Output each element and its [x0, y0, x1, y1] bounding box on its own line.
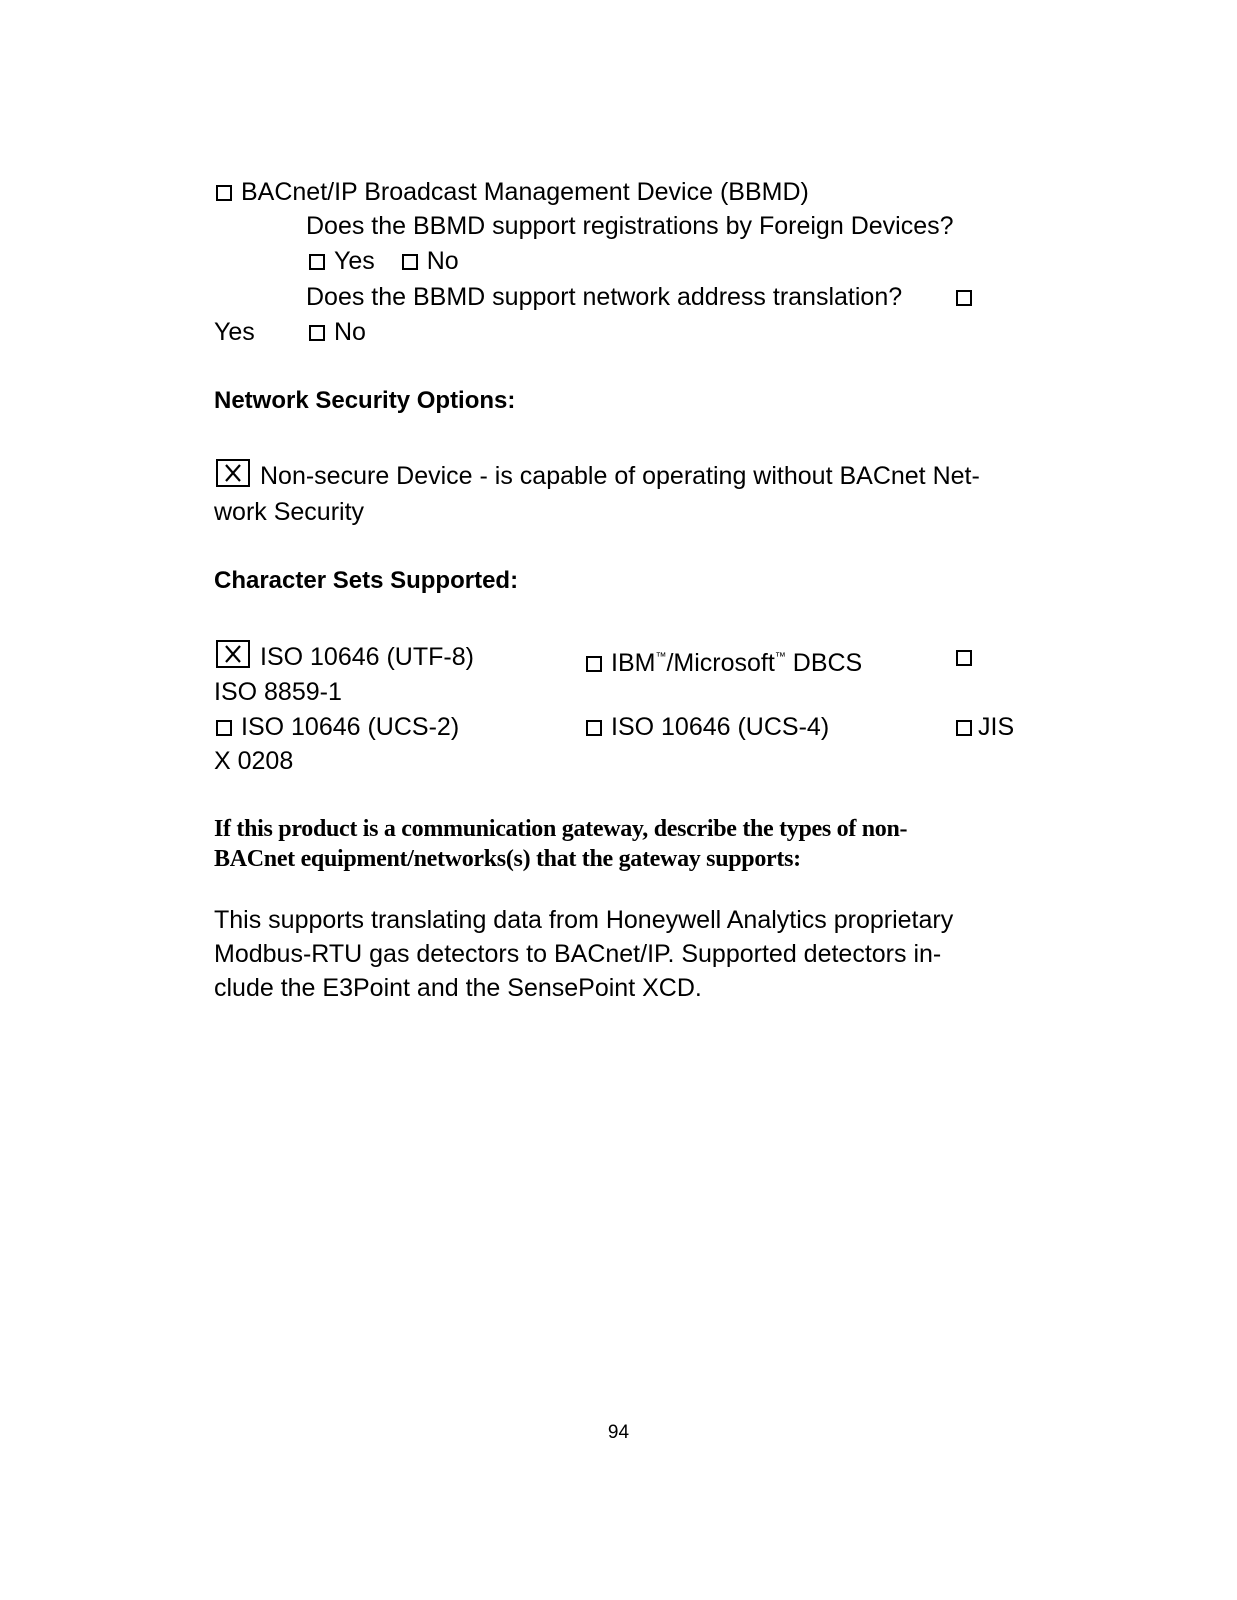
- foreign-yes-checkbox[interactable]: [309, 254, 325, 270]
- nonsecure-option: [216, 459, 980, 491]
- bbmd-option: [216, 177, 809, 207]
- microsoft-label: /Microsoft: [666, 649, 775, 677]
- gateway-answer-line-1: This supports translating data from Honeywell Analytics proprietary: [214, 906, 954, 934]
- utf8-label: ISO 10646 (UTF-8): [260, 643, 474, 671]
- charset-jis: [956, 712, 1014, 742]
- nonsecure-label-1: Non-secure Device - is capable of operating without BACnet Net-: [260, 462, 980, 490]
- foreign-yes-label: Yes: [334, 247, 375, 275]
- iso8859-label: ISO 8859-1: [214, 678, 342, 706]
- page-number: 94: [607, 1422, 630, 1443]
- foreign-no-label: No: [426, 247, 459, 275]
- gateway-question: [214, 814, 1014, 874]
- ibm-dbcs-checkbox[interactable]: [586, 656, 602, 672]
- nat-no-label: No: [334, 318, 366, 346]
- charsets-heading: Character Sets Supported:: [214, 567, 519, 594]
- charset-utf8: [216, 640, 474, 672]
- nat-no-checkbox[interactable]: [309, 325, 325, 341]
- ucs4-checkbox[interactable]: [586, 720, 602, 736]
- trademark-symbol: ™: [655, 651, 667, 663]
- bbmd-foreign-question: Does the BBMD support registrations by Foreign Devices?: [306, 212, 954, 240]
- charset-ibm-dbcs: [586, 642, 862, 678]
- jis-checkbox[interactable]: [956, 720, 972, 736]
- dbcs-label: DBCS: [785, 649, 863, 677]
- gateway-answer: [214, 903, 1014, 1005]
- nonsecure-checkbox[interactable]: [216, 459, 250, 487]
- ibm-label: IBM: [611, 649, 656, 677]
- charset-ucs2: [216, 712, 459, 742]
- bbmd-checkbox[interactable]: [216, 185, 232, 201]
- gateway-question-line-2: BACnet equipment/networks(s) that the gateway supports:: [214, 846, 801, 872]
- bbmd-nat-question: Does the BBMD support network address translation?: [306, 283, 903, 311]
- jis-label-b: X 0208: [214, 747, 294, 775]
- charset-ucs4: [586, 712, 829, 742]
- gateway-answer-line-3: clude the E3Point and the SensePoint XCD.: [214, 974, 702, 1002]
- ucs2-label: ISO 10646 (UCS-2): [241, 713, 460, 741]
- bbmd-foreign-answer: [309, 246, 459, 276]
- foreign-no-checkbox[interactable]: [402, 254, 418, 270]
- checked-x-icon: [218, 461, 248, 485]
- nonsecure-label-2: work Security: [214, 498, 365, 526]
- utf8-checkbox[interactable]: [216, 640, 250, 668]
- bbmd-label: BACnet/IP Broadcast Management Device (BBMD): [241, 178, 809, 206]
- iso8859-checkbox[interactable]: [956, 650, 972, 666]
- gateway-answer-line-2: Modbus-RTU gas detectors to BACnet/IP. Supported detectors in-: [214, 940, 942, 968]
- trademark-symbol: ™: [774, 651, 786, 663]
- nat-yes-checkbox[interactable]: [956, 290, 972, 306]
- nat-no-row: [309, 317, 366, 347]
- gateway-question-line-1: If this product is a communication gateway, describe the types of non-: [214, 816, 908, 842]
- charset-iso8859-box: [956, 642, 981, 672]
- security-heading: Network Security Options:: [214, 387, 516, 414]
- jis-label-a: JIS: [978, 713, 1015, 741]
- checked-x-icon: [218, 642, 248, 666]
- nat-yes-row: [956, 282, 981, 312]
- nat-yes-label: Yes: [214, 318, 255, 346]
- ucs2-checkbox[interactable]: [216, 720, 232, 736]
- ucs4-label: ISO 10646 (UCS-4): [611, 713, 830, 741]
